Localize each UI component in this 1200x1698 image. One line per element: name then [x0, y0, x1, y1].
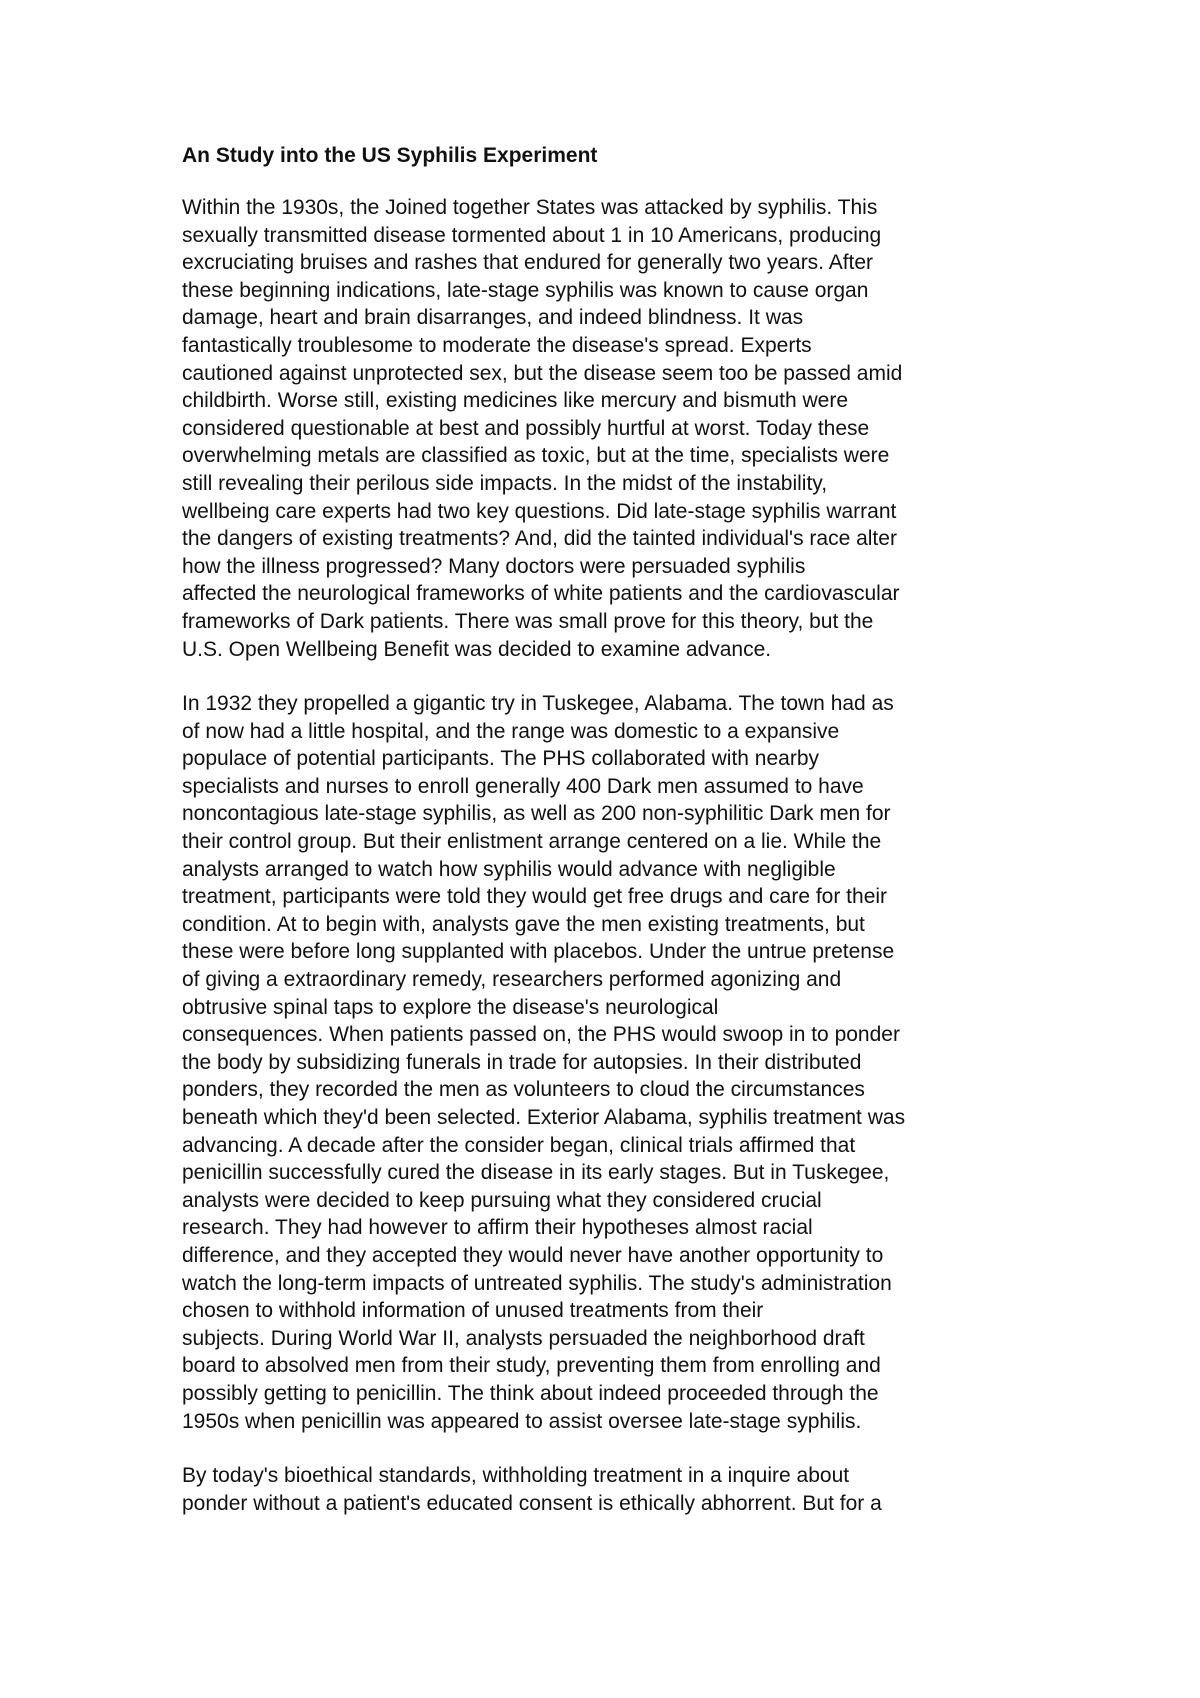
text-line: subjects. During World War II, analysts persuaded the neighborhood draft [182, 1326, 865, 1350]
document-title: An Study into the US Syphilis Experiment [182, 144, 598, 167]
text-line: Within the 1930s, the Joined together States was attacked by syphilis. This [182, 196, 878, 219]
text-line: wellbeing care experts had two key questions. Did late-stage syphilis warrant [182, 499, 897, 523]
text-line: damage, heart and brain disarranges, and indeed blindness. It was [182, 306, 804, 330]
text-line: cautioned against unprotected sex, but the disease seem too be passed amid [182, 361, 903, 385]
text-line: analysts arranged to watch how syphilis would advance with negligible [182, 857, 836, 881]
text-line: considered questionable at best and possibly hurtful at worst. Today these [182, 416, 870, 440]
text-line: analysts were decided to keep pursuing what they considered crucial [182, 1188, 822, 1212]
text-line: populace of potential participants. The PHS collaborated with nearby [182, 747, 820, 771]
text-line: ponders, they recorded the men as volunteers to cloud the circumstances [182, 1078, 865, 1102]
text-line: fantastically troublesome to moderate the disease's spread. Experts [182, 333, 812, 357]
text-line: treatment, participants were told they would get free drugs and care for their [182, 885, 888, 909]
text-line: these were before long supplanted with placebos. Under the untrue pretense [182, 940, 895, 964]
paragraph-3 [182, 1462, 1042, 1517]
text-line: affected the neurological frameworks of white patients and the cardiovascular [182, 582, 900, 606]
text-line: By today's bioethical standards, withholding treatment in a inquire about [182, 1464, 850, 1488]
text-line: U.S. Open Wellbeing Benefit was decided to examine advance. [182, 637, 772, 661]
text-line: overwhelming metals are classified as toxic, but at the time, specialists were [182, 444, 890, 468]
text-line: obtrusive spinal taps to explore the disease's neurological [182, 995, 719, 1019]
text-line: their control group. But their enlistment arrange centered on a lie. While the [182, 830, 882, 854]
text-line: 1950s when penicillin was appeared to assist oversee late-stage syphilis. [182, 1409, 862, 1433]
text-line: how the illness progressed? Many doctors were persuaded syphilis [182, 554, 806, 578]
text-line: noncontagious late-stage syphilis, as well as 200 non-syphilitic Dark men for [182, 802, 891, 826]
text-line: research. They had however to affirm their hypotheses almost racial [182, 1216, 813, 1240]
text-line: frameworks of Dark patients. There was small prove for this theory, but the [182, 609, 874, 633]
text-line: childbirth. Worse still, existing medicines like mercury and bismuth were [182, 389, 849, 413]
text-line: of giving a extraordinary remedy, researchers performed agonizing and [182, 968, 842, 992]
text-line: ponder without a patient's educated consent is ethically abhorrent. But for a [182, 1491, 882, 1515]
text-line: difference, and they accepted they would never have another opportunity to [182, 1243, 884, 1267]
text-line: beneath which they'd been selected. Exterior Alabama, syphilis treatment was [182, 1106, 906, 1129]
text-line: consequences. When patients passed on, the PHS would swoop in to ponder [182, 1023, 900, 1047]
text-line: still revealing their perilous side impacts. In the midst of the instability, [182, 471, 828, 495]
text-line: chosen to withhold information of unused treatments from their [182, 1299, 764, 1323]
text-line: In 1932 they propelled a gigantic try in Tuskegee, Alabama. The town had as [182, 692, 894, 716]
document-page [182, 142, 1042, 1544]
text-line: possibly getting to penicillin. The think about indeed proceeded through the [182, 1381, 879, 1405]
text-line: advancing. A decade after the consider began, clinical trials affirmed that [182, 1133, 856, 1157]
text-line: the body by subsidizing funerals in trade for autopsies. In their distributed [182, 1050, 862, 1074]
text-line: penicillin successfully cured the disease in its early stages. But in Tuskegee, [182, 1161, 890, 1185]
text-line: watch the long-term impacts of untreated syphilis. The study's administration [182, 1271, 892, 1295]
text-line: these beginning indications, late-stage syphilis was known to cause organ [182, 278, 869, 302]
document-body [182, 194, 1042, 1517]
text-line: condition. At to begin with, analysts gave the men existing treatments, but [182, 912, 865, 936]
text-line: sexually transmitted disease tormented about 1 in 10 Americans, producing [182, 223, 882, 247]
paragraph-1 [182, 194, 1042, 663]
text-line: board to absolved men from their study, preventing them from enrolling and [182, 1354, 881, 1378]
text-line: specialists and nurses to enroll generally 400 Dark men assumed to have [182, 774, 864, 798]
text-line: the dangers of existing treatments? And, did the tainted individual's race alter [182, 527, 897, 551]
paragraph-2 [182, 690, 1042, 1435]
text-line: excruciating bruises and rashes that endured for generally two years. After [182, 251, 874, 275]
text-line: of now had a little hospital, and the range was domestic to a expansive [182, 719, 840, 743]
